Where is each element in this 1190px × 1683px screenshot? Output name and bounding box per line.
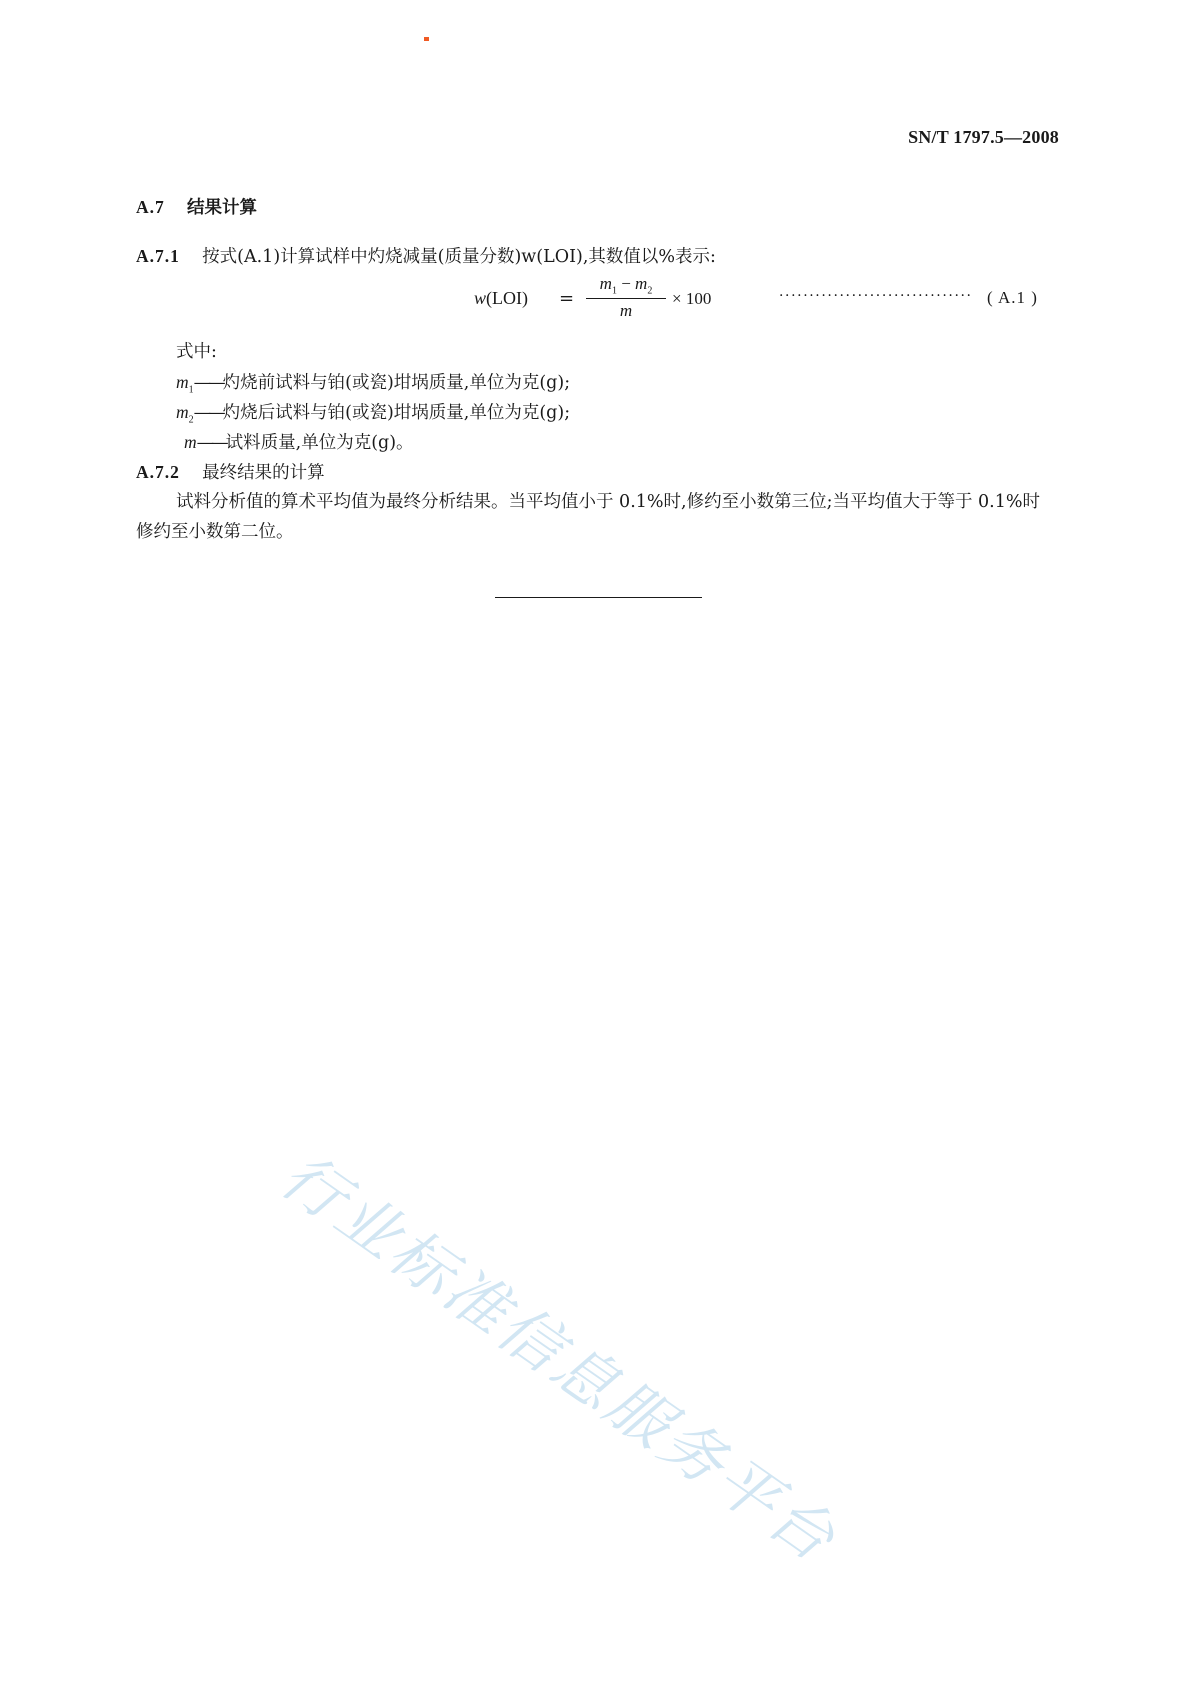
symbol-sub: 1 [188, 384, 194, 396]
where-dash: —— [193, 403, 223, 423]
where-symbol [184, 432, 197, 452]
formula-lhs [474, 288, 528, 309]
factor-value: 100 [681, 289, 712, 308]
symbol-letter: m [176, 372, 189, 392]
where-description: 灼烧后试料与铂(或瓷)坩埚质量,单位为克(g); [222, 403, 571, 423]
clause-a72-paragraph: 试料分析值的算术平均值为最终分析结果。当平均值小于 0.1%时,修约至小数第三位;当平均值大于等于 0.1%时修约至小数第二位。 [136, 492, 1040, 542]
formula-lhs-func: w [474, 288, 487, 308]
formula-denominator: m [619, 301, 633, 321]
formula-a1 [474, 274, 1074, 330]
numerator-term-2: m [635, 274, 648, 293]
where-dash: —— [196, 433, 226, 453]
clause-number: A.7.1 [136, 246, 180, 266]
clause-text: 按式(A.1)计算试样中灼烧减量(质量分数)w(LOI),其数值以%表示: [202, 247, 716, 267]
formula-lhs-arg: (LOI) [486, 288, 528, 308]
numerator-term-1: m [599, 274, 612, 293]
where-item [176, 400, 570, 433]
clause-title: 最终结果的计算 [202, 463, 325, 483]
section-a7-heading [136, 195, 257, 220]
symbol-sub: 2 [188, 414, 194, 426]
where-dash: —— [193, 373, 223, 393]
formula-equals: = [559, 288, 575, 309]
equation-reference: ( A.1 ) [987, 288, 1038, 307]
numerator-sub-1: 1 [611, 285, 617, 297]
where-symbol [176, 372, 194, 396]
symbol-letter: m [184, 432, 197, 452]
section-number: A.7 [136, 197, 165, 217]
where-item [176, 370, 570, 403]
section-title: 结果计算 [187, 198, 258, 218]
where-symbol [176, 402, 194, 426]
formula-leader-dots: ································ [779, 288, 973, 304]
numerator-minus: − [616, 274, 636, 293]
watermark: 行业标准信息服务平台 [268, 1138, 851, 1578]
where-item [184, 430, 414, 463]
formula-fraction [586, 274, 666, 321]
where-description: 灼烧前试料与铂(或瓷)坩埚质量,单位为克(g); [222, 373, 571, 393]
times-sign: × [672, 289, 682, 308]
formula-multiplier [672, 288, 711, 309]
formula-numerator [586, 274, 666, 299]
end-rule [495, 597, 702, 598]
symbol-letter: m [176, 402, 189, 422]
clause-number: A.7.2 [136, 462, 180, 482]
numerator-sub-2: 2 [647, 285, 653, 297]
where-description: 试料质量,单位为克(g)。 [225, 433, 414, 453]
clause-a71 [136, 244, 716, 269]
standard-code: SN/T 1797.5—2008 [908, 127, 1059, 147]
clause-a72-heading [136, 460, 325, 485]
where-label: 式中: [176, 342, 217, 362]
corner-marker [424, 37, 429, 41]
